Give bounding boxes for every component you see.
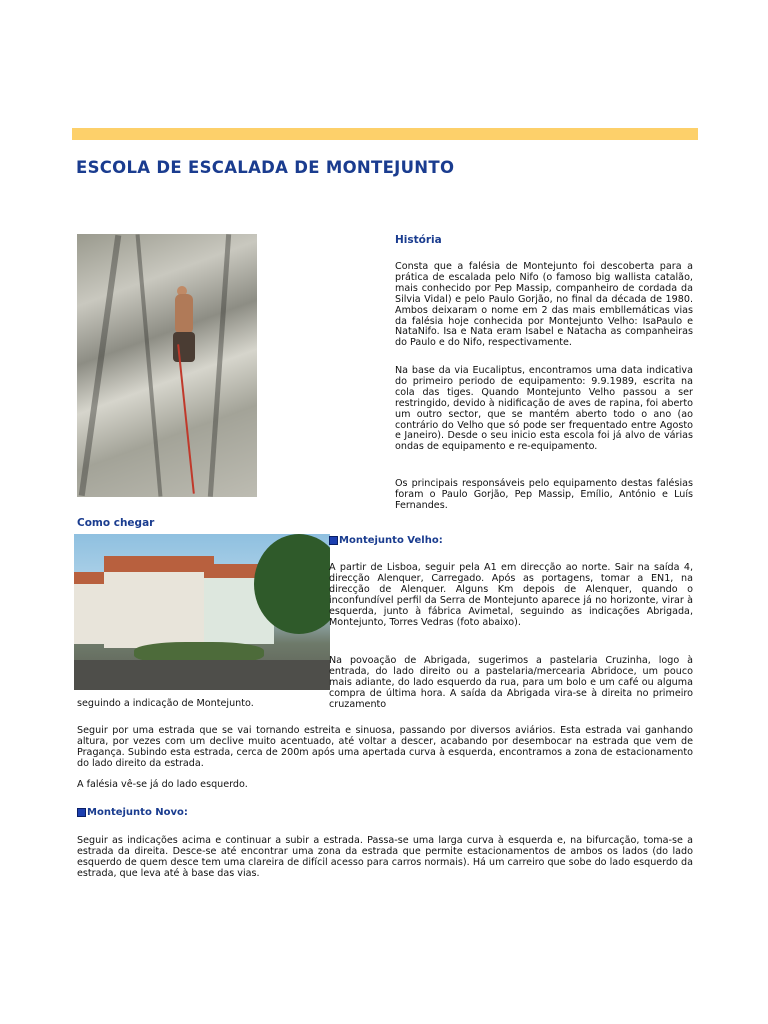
- velho-paragraph-1: A partir de Lisboa, seguir pela A1 em direcção ao norte. Sair na saída 4, direcção Alenquer, Carregado. Após as portagens, tomar a EN1, na direcção de Alenquer. Alguns Km depois de Alenquer, quando o inconfundível perfil da Serra de Montejunto aparece já no horizonte, virar à esquerda, junto à fábrica Avimetal, seguindo as indicações Abrigada, Montejunto, Torres Vedras (foto abaixo).: [329, 562, 693, 628]
- historia-heading: História: [395, 234, 442, 246]
- montejunto-velho-heading: Montejunto Velho:: [329, 535, 443, 546]
- como-chegar-heading: Como chegar: [77, 517, 155, 529]
- velho-paragraph-4: A falésia vê-se já do lado esquerdo.: [77, 779, 248, 790]
- bullet-icon: [329, 536, 338, 545]
- climber-photo: [77, 234, 257, 497]
- historia-paragraph-1: Consta que a falésia de Montejunto foi descoberta para a prática de escalada pelo Nifo (o famoso big wallista catalão, mais conhecido por Pep Massip, companheiro de cordada da Silvia Vidal) e pelo Paulo Gorjão, no final da década de 1980. Ambos deixaram o nome em 2 das mais embllemáticas vias da falésia hoje conhecida por Montejunto Velho: IsaPaulo e NataNifo. Isa e Nata eram Isabel e Natacha as companheiras do Paulo e do Nifo, respectivamente.: [395, 261, 693, 349]
- velho-paragraph-3: Seguir por uma estrada que se vai tornando estreita e sinuosa, passando por diversos aviários. Esta estrada vai ganhando altura, por vezes com um declive muito acentuado, até voltar a descer, acabando por desembocar na estrada que vem de Pragança. Subindo esta estrada, cerca de 200m após uma apertada curva à esquerda, encontramos a zona de estacionamento do lado direito da estrada.: [77, 725, 693, 769]
- village-photo: [74, 534, 330, 690]
- historia-paragraph-3: Os principais responsáveis pelo equipamento destas falésias foram o Paulo Gorjão, Pep Massip, Emílio, António e Luís Fernandes.: [395, 478, 693, 511]
- bullet-icon: [77, 808, 86, 817]
- page-title: ESCOLA DE ESCALADA DE MONTEJUNTO: [76, 158, 455, 177]
- top-accent-bar: [72, 128, 698, 140]
- velho-paragraph-2: Na povoação de Abrigada, sugerimos a pastelaria Cruzinha, logo à entrada, do lado direito ou a pastelaria/mercearia Abridoce, um pouco mais adiante, do lado esquerdo da rua, para um bolo e um café ou alguma compra de última hora. A saída da Abrigada vira-se à direita no primeiro cruzamento: [329, 655, 693, 710]
- novo-paragraph-1: Seguir as indicações acima e continuar a subir a estrada. Passa-se uma larga curva à esquerda e, na bifurcação, toma-se a estrada da direita. Desce-se até encontrar uma zona da estrada que permite estacionamentos de ambos os lados (do lado esquerdo de quem desce tem uma clareira de difícil acesso para carros normais). Há um carreiro que sobe do lado esquerdo da estrada, que leva até à base das vias.: [77, 835, 693, 879]
- montejunto-novo-heading: Montejunto Novo:: [77, 807, 188, 818]
- velho-paragraph-2-continued: seguindo a indicação de Montejunto.: [77, 698, 254, 709]
- historia-paragraph-2: Na base da via Eucaliptus, encontramos uma data indicativa do primeiro periodo de equipamento: 9.9.1989, escrita na cola das tiges. Quando Montejunto Velho passou a ser restringido, devido à nidificação de aves de rapina, foi aberto um outro sector, que se mantém aberto todo o ano (ao contrário do Velho que só pode ser frequentado entre Agosto e Janeiro). Desde o seu inicio esta escola foi já alvo de várias ondas de equipamento e re-equipamento.: [395, 365, 693, 453]
